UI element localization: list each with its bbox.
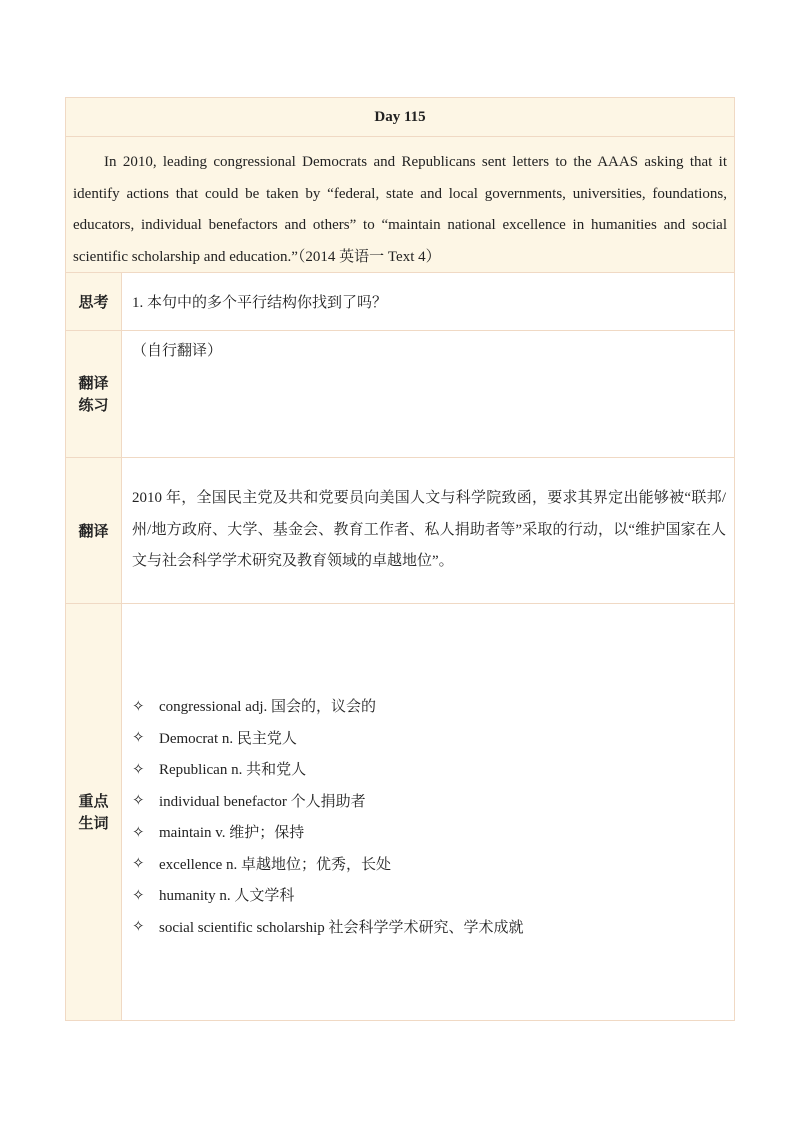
vocabulary-item: ✧ humanity n. 人文学科 — [132, 885, 295, 905]
translation-cell — [122, 458, 734, 603]
think-question: 1. 本句中的多个平行结构你找到了吗？ — [132, 295, 388, 311]
diamond-bullet-icon: ✧ — [132, 885, 145, 904]
translation-practice-label — [66, 331, 122, 457]
passage-text: In 2010, leading congressional Democrats and Republicans sent letters to the AAAS asking that it identify actions that could be taken by “federal, state and local governments, universities, foundations, educators, individual benefactors and others” to “maintain national excellence in humanities and social scientific scholarship and education.”（2014 英语一 Text 4） — [73, 154, 727, 265]
diamond-bullet-icon: ✧ — [132, 917, 145, 936]
title-row — [66, 98, 734, 136]
diamond-bullet-icon: ✧ — [132, 854, 145, 873]
vocabulary-item: ✧ individual benefactor 个人捐助者 — [132, 791, 366, 810]
vocabulary-row — [66, 603, 734, 1020]
translation-text: 2010 年，全国民主党及共和党要员向美国人文与科学院致函，要求其界定出能够被“联邦/州/地方政府、大学、基金会、教育工作者、私人捐助者等”采取的行动，以“维护国家在人文与社会科学学术研究及教育领域的卓越地位”。 — [132, 490, 726, 570]
passage-row — [66, 136, 734, 272]
translation-practice-placeholder: （自行翻译） — [132, 343, 223, 359]
diamond-bullet-icon: ✧ — [132, 822, 145, 841]
study-table — [65, 97, 735, 1021]
vocabulary-item: ✧ Democrat n. 民主党人 — [132, 728, 297, 747]
diamond-bullet-icon: ✧ — [132, 696, 145, 715]
vocabulary-label-text: 重点生词 — [78, 792, 109, 832]
vocabulary-item: ✧ congressional adj. 国会的，议会的 — [132, 696, 377, 716]
vocabulary-item: ✧ Republican n. 共和党人 — [132, 759, 307, 779]
vocabulary-cell — [122, 604, 734, 1020]
vocabulary-item: ✧ maintain v. 维护；保持 — [132, 822, 305, 842]
diamond-bullet-icon: ✧ — [132, 728, 145, 747]
diamond-bullet-icon: ✧ — [132, 759, 145, 778]
translation-row — [66, 457, 734, 603]
page-title: Day 115 — [374, 108, 426, 125]
translation-practice-label-text: 翻译练习 — [78, 374, 109, 414]
vocabulary-item: ✧ excellence n. 卓越地位；优秀，长处 — [132, 854, 392, 873]
translation-practice-row — [66, 330, 734, 457]
translation-label: 翻译 — [66, 458, 122, 603]
vocabulary-label — [66, 604, 122, 1020]
diamond-bullet-icon: ✧ — [132, 791, 145, 810]
vocabulary-item: ✧ social scientific scholarship 社会科学学术研究、学术成就 — [132, 917, 524, 936]
vocabulary-list — [132, 690, 724, 942]
translation-practice-area[interactable] — [122, 331, 734, 457]
think-row — [66, 272, 734, 330]
think-label: 思考 — [66, 273, 122, 330]
